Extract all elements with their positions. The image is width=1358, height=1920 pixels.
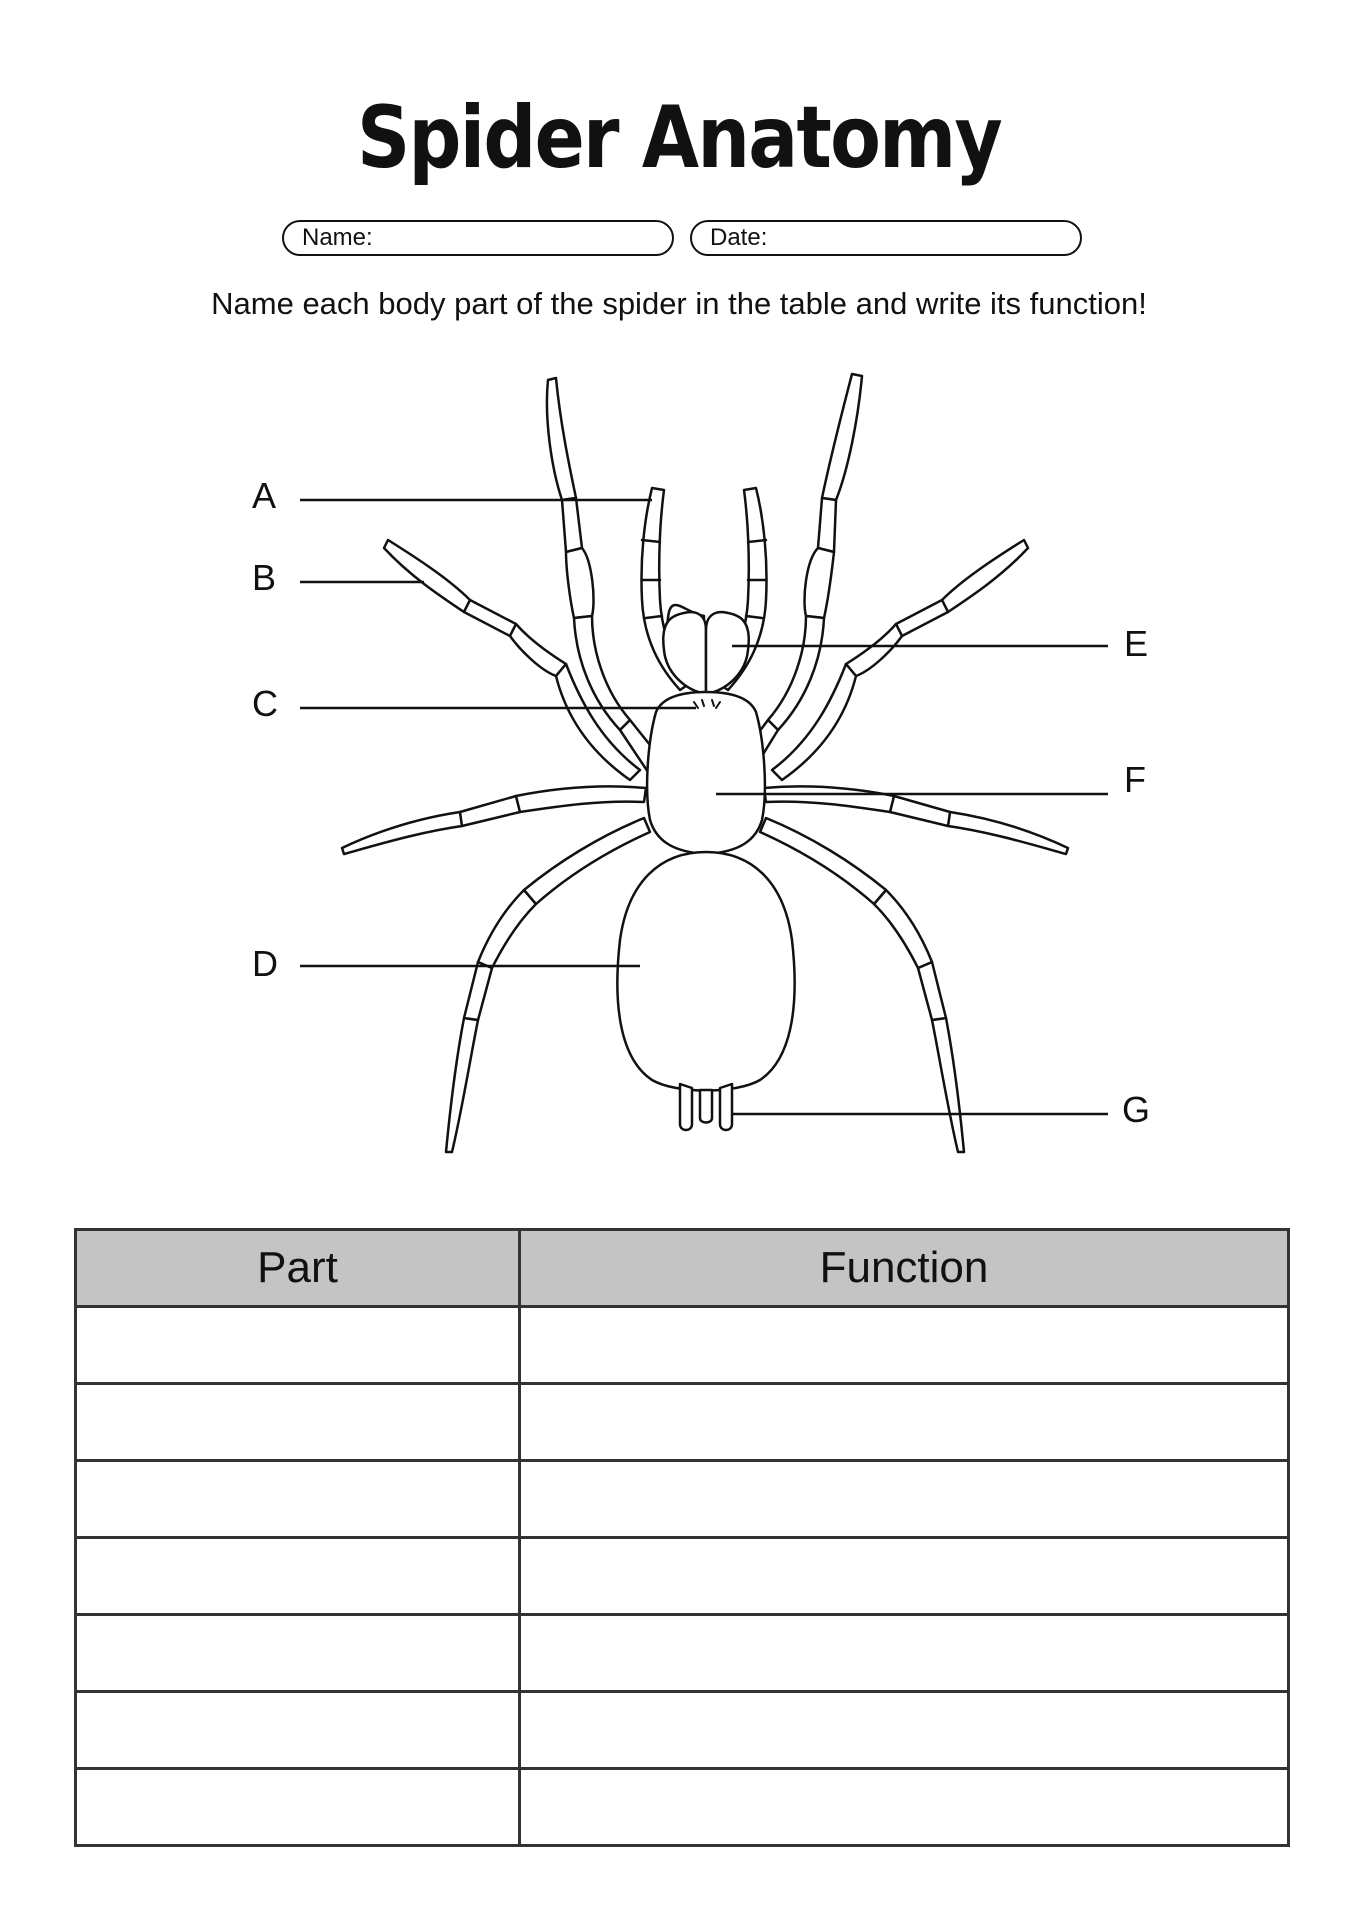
chelicera-right-shape xyxy=(706,612,749,694)
spinneret-left xyxy=(680,1084,692,1130)
part-cell[interactable] xyxy=(76,1615,520,1692)
table-row xyxy=(76,1538,1289,1615)
part-cell[interactable] xyxy=(76,1307,520,1384)
column-header-part: Part xyxy=(76,1230,520,1307)
part-cell[interactable] xyxy=(76,1538,520,1615)
table-row xyxy=(76,1384,1289,1461)
label-c: C xyxy=(252,683,278,724)
label-f: F xyxy=(1124,759,1146,800)
function-cell[interactable] xyxy=(520,1538,1289,1615)
cephalothorax xyxy=(647,692,765,854)
part-cell[interactable] xyxy=(76,1384,520,1461)
function-cell[interactable] xyxy=(520,1615,1289,1692)
date-label: Date: xyxy=(710,224,768,251)
function-cell[interactable] xyxy=(520,1769,1289,1846)
column-header-function: Function xyxy=(520,1230,1289,1307)
label-g: G xyxy=(1122,1089,1151,1130)
function-cell[interactable] xyxy=(520,1384,1289,1461)
label-a: A xyxy=(252,475,277,516)
part-cell[interactable] xyxy=(76,1769,520,1846)
label-b: B xyxy=(252,557,277,598)
answer-table xyxy=(74,1228,1290,1847)
abdomen xyxy=(617,852,794,1091)
label-e: E xyxy=(1124,623,1149,664)
function-cell[interactable] xyxy=(520,1461,1289,1538)
part-cell[interactable] xyxy=(76,1461,520,1538)
table-row xyxy=(76,1769,1289,1846)
worksheet-title: Spider Anatomy xyxy=(356,88,1002,188)
table-row xyxy=(76,1461,1289,1538)
spinneret-mid xyxy=(700,1090,712,1123)
function-cell[interactable] xyxy=(520,1692,1289,1769)
instructions: Name each body part of the spider in the table and write its function! xyxy=(211,286,1147,321)
name-label: Name: xyxy=(302,224,373,251)
table-row xyxy=(76,1307,1289,1384)
label-d: D xyxy=(252,943,278,984)
table-row xyxy=(76,1615,1289,1692)
function-cell[interactable] xyxy=(520,1307,1289,1384)
part-cell[interactable] xyxy=(76,1692,520,1769)
spinneret-right xyxy=(720,1084,732,1130)
table-header-row xyxy=(76,1230,1289,1307)
table-row xyxy=(76,1692,1289,1769)
chelicera-left-shape xyxy=(663,612,706,694)
leg-second-left xyxy=(384,540,640,780)
